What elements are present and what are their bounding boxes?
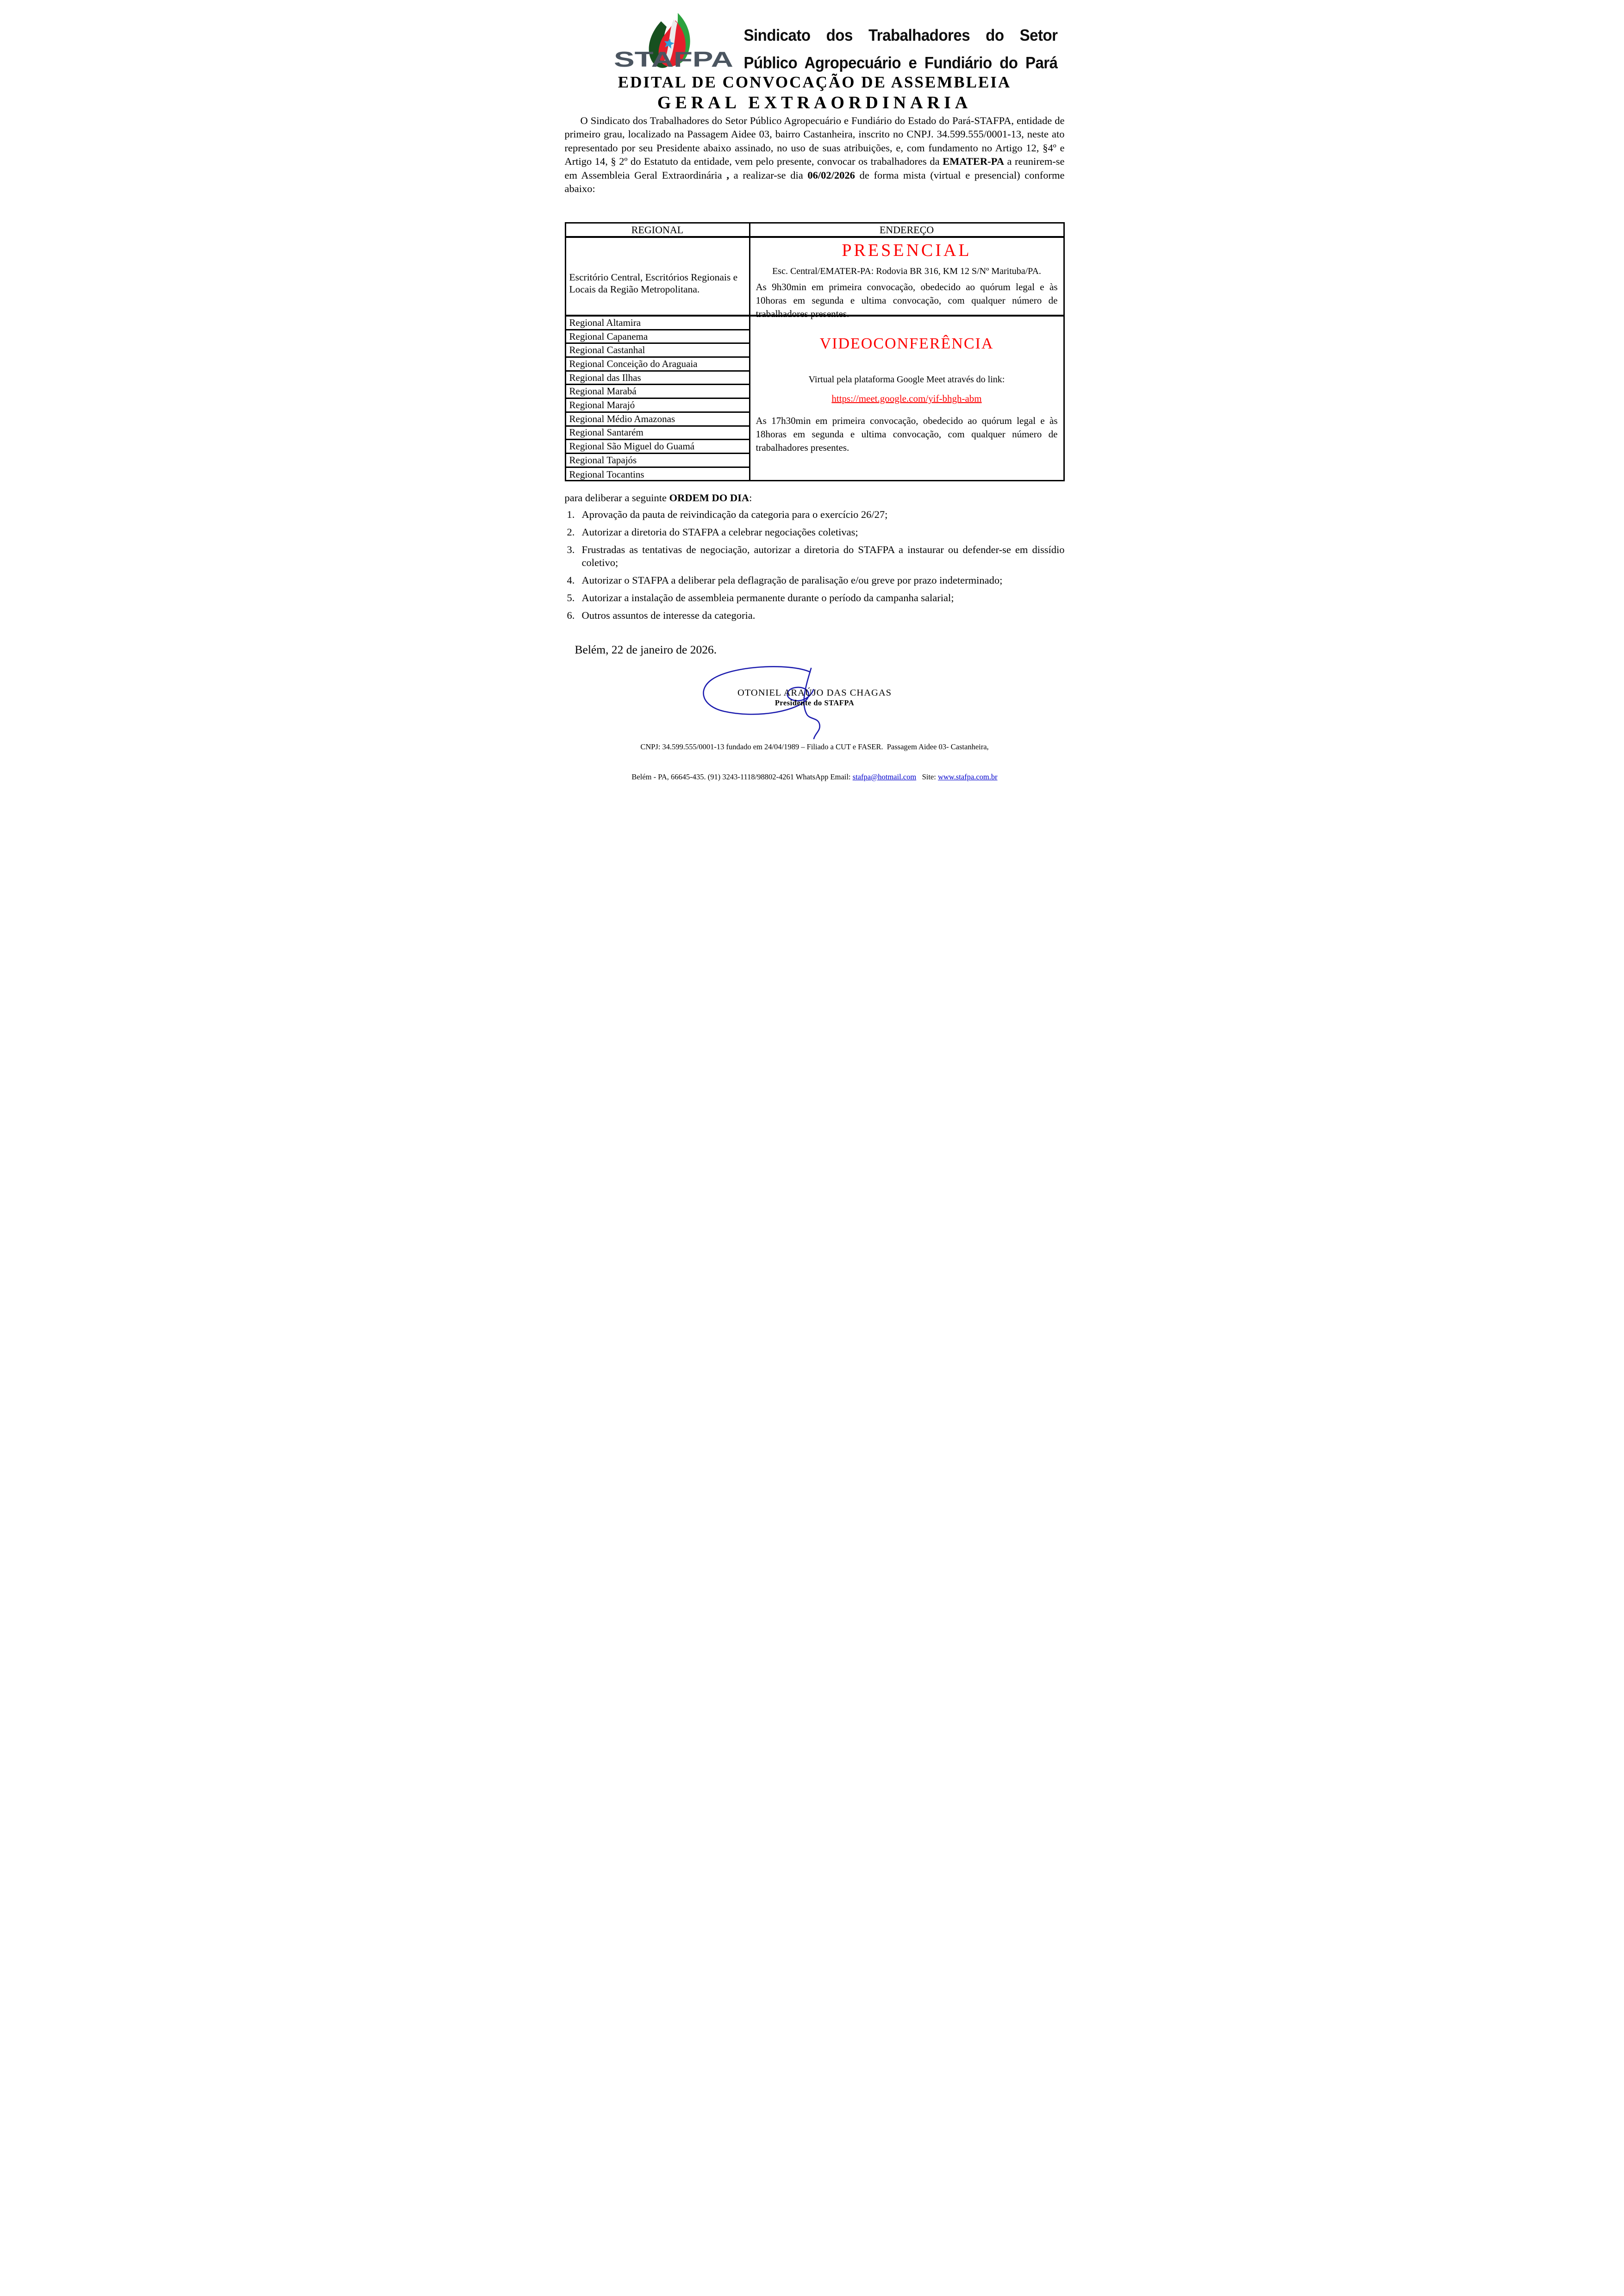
regional-row: Regional Conceição do Araguaia xyxy=(566,358,749,372)
ordem-item xyxy=(567,543,1065,569)
signatory-role: Presidente do STAFPA xyxy=(775,698,855,707)
meet-link[interactable]: https://meet.google.com/yif-bhgh-abm xyxy=(831,393,982,404)
ordem-do-dia-list xyxy=(567,508,1065,627)
text-run: : xyxy=(749,492,752,504)
text-run: a reunirem-se em Assembleia Geral Extraordinária xyxy=(564,156,1065,181)
text-run: O Sindicato dos Trabalhadores do Setor Público Agropecuário e Fundiário do Estado do Pará-STAFPA, entidade de primeiro grau, localizado na Passagem Aidee 03, bairro Castanheira, inscrito no CNPJ. 34.599.555/0001-13, neste ato representado por seu Presidente abaixo assinado, no uso de suas atribuições, e, com fundamento no Artigo 12, §4º e Artigo 14, § 2º do Estatuto da entidade, vem pelo presente, convocar os trabalhadores da xyxy=(564,115,1065,168)
table-column-regional xyxy=(566,224,749,480)
regional-row: Regional Médio Amazonas xyxy=(566,413,749,427)
org-name-line2: Público Agropecuário e Fundiário do Pará xyxy=(743,53,1058,72)
ordem-item-number: 1. xyxy=(567,509,575,520)
regional-row: Regional Tocantins xyxy=(569,468,644,480)
text-run: 06/02/2026 xyxy=(807,169,855,181)
leaf-logo-graphic xyxy=(612,12,736,70)
presencial-heading: PRESENCIAL xyxy=(842,241,972,260)
document-page xyxy=(542,0,1083,781)
org-name xyxy=(744,21,1058,76)
cell-presencial xyxy=(750,238,1063,317)
videoconferencia-heading: VIDEOCONFERÊNCIA xyxy=(819,335,994,352)
cell-escritorio-central: Escritório Central, Escritórios Regionais e Locais da Região Metropolitana. xyxy=(566,238,749,317)
regional-row: Regional São Miguel do Guamá xyxy=(566,440,749,454)
ordem-item-text: Aprovação da pauta de reivindicação da categoria para o exercício 26/27; xyxy=(581,509,888,520)
ordem-item-text: Autorizar a instalação de assembleia permanente durante o período da campanha salarial; xyxy=(581,592,954,604)
text-run: para deliberar a seguinte xyxy=(564,492,669,504)
table-column-endereco xyxy=(749,224,1063,480)
edital-title-line1: EDITAL DE CONVOCAÇÃO DE ASSEMBLEIA xyxy=(618,73,1012,91)
column-header-regional: REGIONAL xyxy=(566,224,749,238)
presencial-details: As 9h30min em primeira convocação, obedecido ao quórum legal e às 10horas em segunda e ultima convocação, com qualquer número de trabalhadores presentes. xyxy=(756,281,1058,319)
ordem-item xyxy=(567,574,1065,587)
signatory-name: OTONIEL ARAÚJO DAS CHAGAS xyxy=(737,688,892,698)
convocation-table xyxy=(565,222,1065,481)
videoconferencia-intro: Virtual pela plataforma Google Meet através do link: xyxy=(808,374,1005,385)
ordem-item-text: Frustradas as tentativas de negociação, autorizar a diretoria do STAFPA a instaurar ou defender-se em dissídio coletivo; xyxy=(581,544,1065,568)
ordem-item-text: Autorizar o STAFPA a deliberar pela deflagração de paralisação e/ou greve por prazo indeterminado; xyxy=(581,574,1003,586)
presencial-address: Esc. Central/EMATER-PA: Rodovia BR 316, KM 12 S/Nº Marituba/PA. xyxy=(772,266,1041,276)
ordem-do-dia-intro xyxy=(565,492,1065,504)
footer-line2 xyxy=(562,772,1068,782)
inline-link[interactable]: www.stafpa.com.br xyxy=(937,772,998,781)
ordem-item-number: 6. xyxy=(567,610,575,621)
ordem-item xyxy=(567,591,1065,604)
inline-link[interactable]: stafpa@hotmail.com xyxy=(852,772,917,781)
stafpa-logo xyxy=(612,12,736,70)
ordem-item-number: 4. xyxy=(567,574,575,586)
column-header-endereco: ENDEREÇO xyxy=(750,224,1063,238)
ordem-item-number: 2. xyxy=(567,526,575,538)
videoconferencia-details: As 17h30min em primeira convocação, obedecido ao quórum legal e às 18horas em segunda e ultima convocação, com qualquer número de trabalhadores presentes. xyxy=(756,415,1058,453)
text-run: Site: xyxy=(916,772,938,781)
text-run: ORDEM DO DIA xyxy=(669,492,750,504)
regional-row: Regional Marabá xyxy=(566,385,749,399)
ordem-item xyxy=(567,508,1065,521)
ordem-item xyxy=(567,526,1065,539)
text-run: Belém - PA, 66645-435. (91) 3243-1118/98802-4261 WhatsApp Email: xyxy=(631,772,853,781)
regional-rows xyxy=(566,317,749,481)
cell-videoconferencia xyxy=(750,317,1063,480)
logo-wordmark: STAFPA xyxy=(613,47,733,71)
regional-row: Regional Altamira xyxy=(566,317,749,330)
footer xyxy=(562,722,1068,802)
ordem-item-number: 3. xyxy=(567,544,575,555)
ordem-item xyxy=(567,609,1065,622)
text-run: EMATER-PA xyxy=(943,156,1004,168)
edital-title-line2: GERAL EXTRAORDINARIA xyxy=(657,93,972,112)
text-run: a realizar-se dia xyxy=(729,169,808,181)
ordem-item-number: 5. xyxy=(567,592,575,604)
ordem-item-text: Autorizar a diretoria do STAFPA a celebrar negociações coletivas; xyxy=(581,526,858,538)
regional-row: Regional Capanema xyxy=(566,330,749,344)
regional-row: Regional Castanhal xyxy=(566,344,749,358)
intro-paragraph xyxy=(565,114,1065,195)
regional-row: Regional Santarém xyxy=(566,427,749,441)
date-line: Belém, 22 de janeiro de 2026. xyxy=(575,643,717,656)
regional-row: Regional das Ilhas xyxy=(566,372,749,386)
footer-line1: CNPJ: 34.599.555/0001-13 fundado em 24/04/1989 – Filiado a CUT e FASER. Passagem Aidee 03- Castanheira, xyxy=(640,742,989,751)
org-name-line1: Sindicato dos Trabalhadores do Setor xyxy=(743,25,1058,44)
regional-row: Regional Tapajós xyxy=(566,454,749,468)
text-run: de forma mista (virtual e presencial) conforme abaixo: xyxy=(564,169,1065,195)
text-run: , xyxy=(726,169,729,181)
regional-row: Regional Marajó xyxy=(566,399,749,413)
ordem-item-text: Outros assuntos de interesse da categoria. xyxy=(581,610,756,621)
